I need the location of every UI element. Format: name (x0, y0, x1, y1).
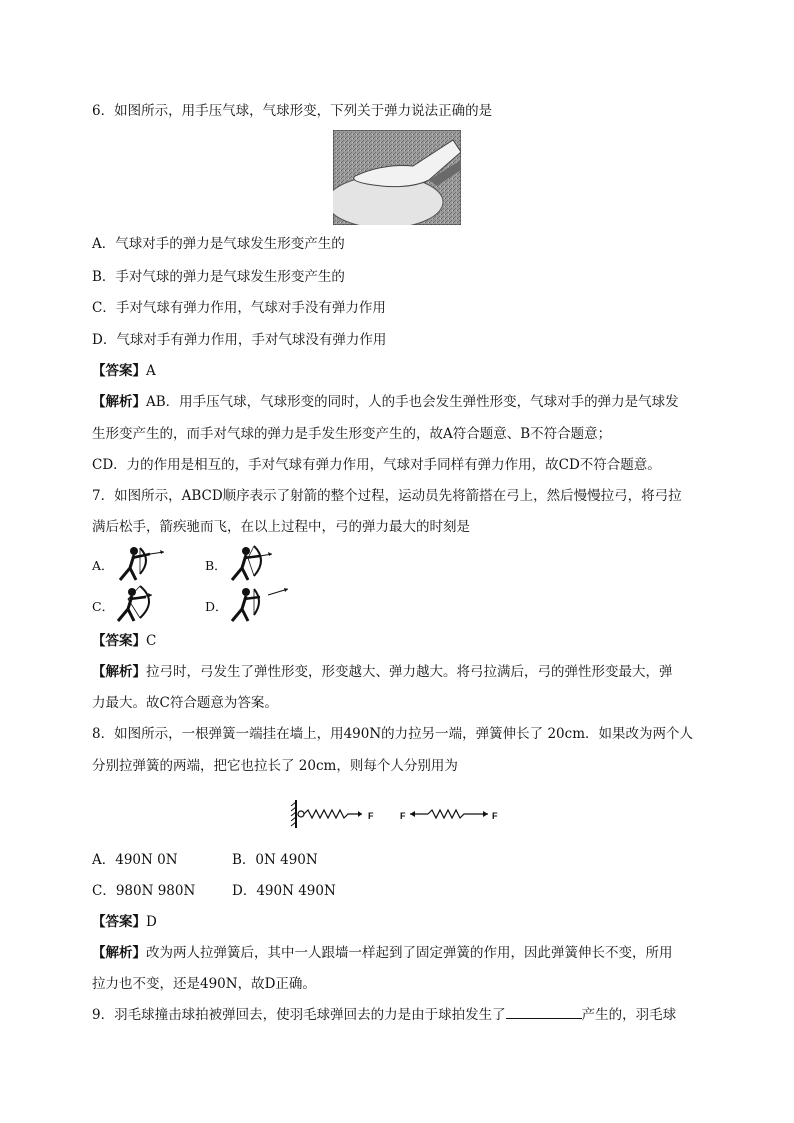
q7-analysis-line1 (92, 663, 673, 681)
q9-stem-part2: 产生的，羽毛球 (581, 1007, 677, 1023)
analysis-text: 拉弓时，弓发生了弹性形变，形变越大、弹力越大。将弓拉满后，弓的弹性形变最大，弹 (146, 664, 673, 680)
answer-label: 【答案】 (92, 914, 146, 930)
force-label-3: F (492, 811, 498, 821)
q6-option-a: A．气球对手的弹力是气球发生形变产生的 (92, 236, 345, 252)
analysis-text: AB．用手压气球，气球形变的同时，人的手也会发生弹性形变，气球对手的弹力是气球发 (146, 394, 679, 410)
q7-stem-line1: 7．如图所示，ABCD顺序表示了射箭的整个过程，运动员先将箭搭在弓上，然后慢慢拉弓，将弓拉 (92, 488, 682, 504)
analysis-label: 【解析】 (92, 394, 146, 410)
analysis-text: 改为两人拉弹簧后，其中一人跟墙一样起到了固定弹簧的作用，因此弹簧伸长不变，所用 (146, 945, 673, 961)
q8-option-c: C．980N 980N (92, 883, 196, 899)
archer-d-icon (224, 585, 290, 625)
q6-analysis-line2: 生形变产生的，而手对气球的弹力是手发生形变产生的，故A符合题意、B不符合题意； (92, 426, 612, 442)
force-label-1: F (368, 811, 374, 821)
q8-answer (92, 913, 157, 931)
q7-option-d-label: D． (205, 599, 228, 614)
q8-analysis-line1 (92, 944, 673, 962)
q8-stem-line1: 8．如图所示，一根弹簧一端挂在墙上，用490N的力拉另一端，弹簧伸长了 20cm．如果改为两个人 (92, 726, 693, 742)
q6-analysis-line3: CD．力的作用是相互的，手对气球有弹力作用，气球对手同样有弹力作用，故CD不符合题意。 (92, 457, 661, 473)
archer-b-icon (224, 544, 276, 584)
q7-analysis-line2: 力最大。故C符合题意为答案。 (92, 695, 278, 711)
q6-option-c: C．手对气球有弹力作用，气球对手没有弹力作用 (92, 300, 386, 316)
fill-blank[interactable] (506, 1006, 582, 1019)
answer-value: C (146, 633, 157, 649)
q7-option-c-label: C． (92, 599, 115, 614)
q9-stem (92, 1006, 676, 1024)
q8-option-d: D．490N 490N (232, 883, 336, 899)
q6-analysis-line1 (92, 393, 679, 411)
q6-option-d: D．气球对手有弹力作用，手对气球没有弹力作用 (92, 332, 387, 348)
q8-analysis-line2: 拉力也不变，还是490N，故D正确。 (92, 976, 316, 992)
balloon-press-figure (333, 130, 461, 225)
q6-answer (92, 362, 156, 380)
spring-figure (288, 796, 504, 836)
answer-value: D (146, 914, 157, 930)
answer-label: 【答案】 (92, 363, 146, 379)
q8-stem-line2: 分别拉弹簧的两端，把它也拉长了 20cm，则每个人分别用为 (92, 758, 458, 774)
q7-option-a-label: A． (92, 558, 114, 573)
answer-value: A (146, 363, 156, 379)
q9-stem-part1: 9．羽毛球撞击球拍被弹回去，使羽毛球弹回去的力是由于球拍发生了 (92, 1007, 506, 1023)
q8-option-a: A．490N 0N (92, 852, 178, 868)
force-label-2: F (400, 811, 406, 821)
q8-option-b: B．0N 490N (232, 852, 318, 868)
answer-label: 【答案】 (92, 633, 146, 649)
archer-c-icon (110, 585, 162, 625)
q7-answer (92, 632, 156, 650)
analysis-label: 【解析】 (92, 945, 146, 961)
archer-a-icon (110, 544, 168, 584)
analysis-label: 【解析】 (92, 664, 146, 680)
q6-option-b: B．手对气球的弹力是气球发生形变产生的 (92, 269, 345, 285)
q6-stem: 6．如图所示，用手压气球，气球形变，下列关于弹力说法正确的是 (92, 103, 493, 119)
q7-option-b-label: B． (205, 558, 227, 573)
q7-stem-line2: 满后松手，箭疾驰而飞，在以上过程中，弓的弹力最大的时刻是 (92, 519, 470, 535)
